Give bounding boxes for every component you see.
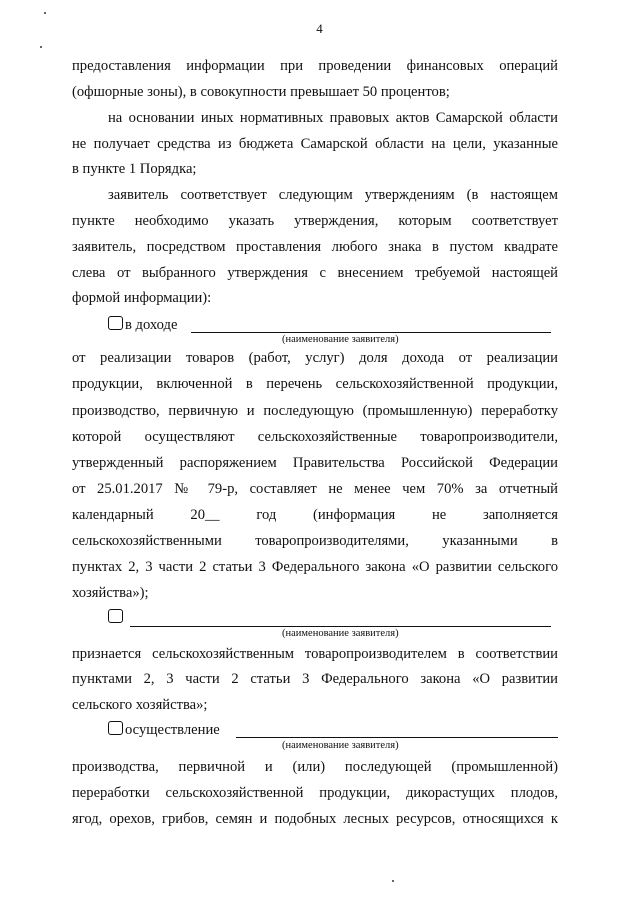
text-line: утвержденный распоряжением Правительства Российской Федерации — [72, 455, 558, 471]
option-checkbox-1[interactable] — [108, 316, 123, 330]
option-label: в доходе — [125, 317, 178, 333]
option-checkbox-2[interactable] — [108, 609, 123, 623]
text-line: производства, первичной и (или) последующей (промышленной) — [72, 759, 558, 775]
text-line: продукции, включенной в перечень сельскохозяйственной продукции, — [72, 376, 558, 392]
text-line: на основании иных нормативных правовых актов Самарской области — [108, 110, 558, 126]
scan-speck — [392, 880, 394, 882]
text-line: слева от выбранного утверждения с внесением требуемой настоящей — [72, 265, 558, 281]
text-line: переработки сельскохозяйственной продукции, дикорастущих плодов, — [72, 785, 558, 801]
text-line: календарный 20__ год (информация не заполняется — [72, 507, 558, 523]
field-caption: (наименование заявителя) — [282, 628, 399, 639]
text-line: в пункте 1 Порядка; — [72, 161, 197, 177]
text-line: пункте необходимо указать утверждения, которым соответствует — [72, 213, 558, 229]
option-carrying-out[interactable] — [108, 721, 220, 739]
text-line: от 25.01.2017 № 79-р, составляет не менее чем 70% за отчетный — [72, 481, 558, 497]
applicant-name-line-3[interactable] — [236, 737, 558, 738]
text-line: пунктах 2, 3 части 2 статьи 3 Федерального закона «О развитии сельского — [72, 559, 558, 575]
text-line: предоставления информации при проведении финансовых операций — [72, 58, 558, 74]
applicant-name-line-1[interactable] — [191, 332, 551, 333]
text-line: сельского хозяйства»; — [72, 697, 208, 713]
field-caption: (наименование заявителя) — [282, 334, 399, 345]
text-line: от реализации товаров (работ, услуг) доля дохода от реализации — [72, 350, 558, 366]
text-line: пунктами 2, 3 части 2 статьи 3 Федерального закона «О развитии — [72, 671, 558, 687]
text-line: (офшорные зоны), в совокупности превышает 50 процентов; — [72, 84, 450, 100]
text-line: производство, первичную и последующую (промышленную) переработку — [72, 403, 558, 419]
text-line: заявитель соответствует следующим утверждениям (в настоящем — [108, 187, 558, 203]
text-line: ягод, орехов, грибов, семян и подобных лесных ресурсов, относящихся к — [72, 811, 558, 827]
text-line: заявитель, посредством проставления любого знака в пустом квадрате — [72, 239, 558, 255]
option-in-income[interactable] — [108, 316, 177, 334]
text-line: формой информации): — [72, 290, 212, 306]
text-line: которой осуществляют сельскохозяйственные товаропроизводители, — [72, 429, 558, 445]
field-caption: (наименование заявителя) — [282, 740, 399, 751]
text-line: не получает средства из бюджета Самарской области на цели, указанные — [72, 136, 558, 152]
page-number: 4 — [316, 21, 323, 36]
option-label: осуществление — [125, 722, 220, 738]
text-line: сельскохозяйственными товаропроизводителями, указанными в — [72, 533, 558, 549]
scan-speck — [40, 46, 42, 48]
text-line: признается сельскохозяйственным товаропроизводителем в соответствии — [72, 646, 558, 662]
text-line: хозяйства»); — [72, 585, 149, 601]
option-checkbox-3[interactable] — [108, 721, 123, 735]
applicant-name-line-2[interactable] — [130, 626, 551, 627]
option-recognized-producer[interactable] — [108, 609, 125, 627]
scan-speck — [44, 12, 46, 14]
